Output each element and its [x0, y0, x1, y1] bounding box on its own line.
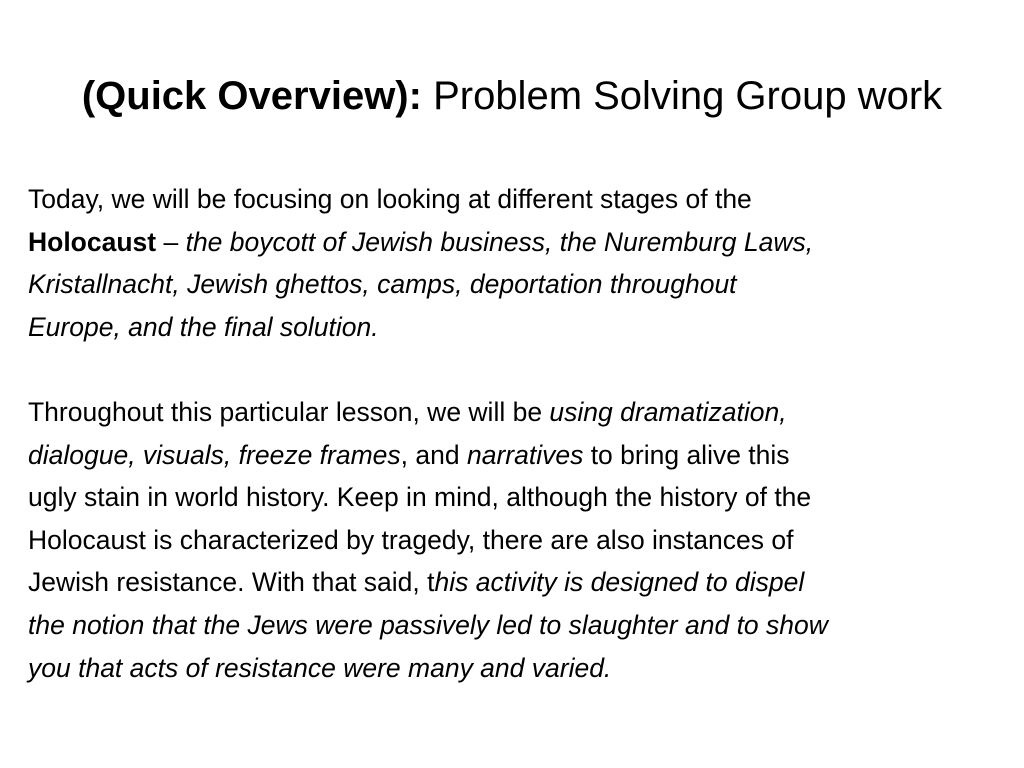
slide-title-regular: Problem Solving Group work [421, 74, 943, 118]
paragraph-lesson [28, 391, 1018, 689]
lesson-line-2-text-a: , and [400, 439, 467, 470]
intro-dash: – [156, 226, 186, 257]
lesson-line-1-italic: using dramatization, [549, 396, 787, 427]
lesson-line-5 [28, 561, 1018, 604]
intro-line-2 [28, 221, 1018, 264]
holocaust-keyword: Holocaust [28, 226, 157, 257]
intro-line-1-text: Today, we will be focusing on looking at different stages of the [28, 184, 752, 214]
lesson-line-5-italic: his activity is designed to dispel [434, 567, 805, 598]
lesson-line-2 [28, 434, 1018, 477]
lesson-line-1 [28, 391, 1018, 434]
lesson-line-3: ugly stain in world history. Keep in mind, although the history of the [28, 482, 812, 513]
lesson-line-2-italic-a: dialogue, visuals, freeze frames [28, 439, 401, 470]
lesson-line-5-text: Jewish resistance. With that said, t [28, 567, 435, 598]
slide-body [28, 178, 1018, 689]
lesson-line-1-text: Throughout this particular lesson, we will be [28, 396, 550, 427]
lesson-line-6: the notion that the Jews were passively led to slaughter and to show [28, 609, 828, 640]
lesson-line-2-text-b: to bring alive this [583, 439, 790, 470]
lesson-line-2-italic-b: narratives [466, 439, 584, 470]
paragraph-intro [28, 178, 1018, 348]
slide-title-bold: (Quick Overview): [81, 74, 422, 118]
paragraph-spacer [28, 348, 1018, 391]
intro-line-3: Kristallnacht, Jewish ghettos, camps, deportation throughout [28, 269, 737, 300]
intro-line-2-italic: the boycott of Jewish business, the Nuremburg Laws, [185, 226, 814, 257]
lesson-line-4: Holocaust is characterized by tragedy, there are also instances of [28, 524, 794, 555]
intro-line-1 [28, 178, 1018, 221]
slide-title [0, 68, 1024, 124]
lesson-line-7: you that acts of resistance were many and varied. [28, 652, 612, 683]
intro-line-4: Europe, and the final solution. [28, 311, 379, 342]
